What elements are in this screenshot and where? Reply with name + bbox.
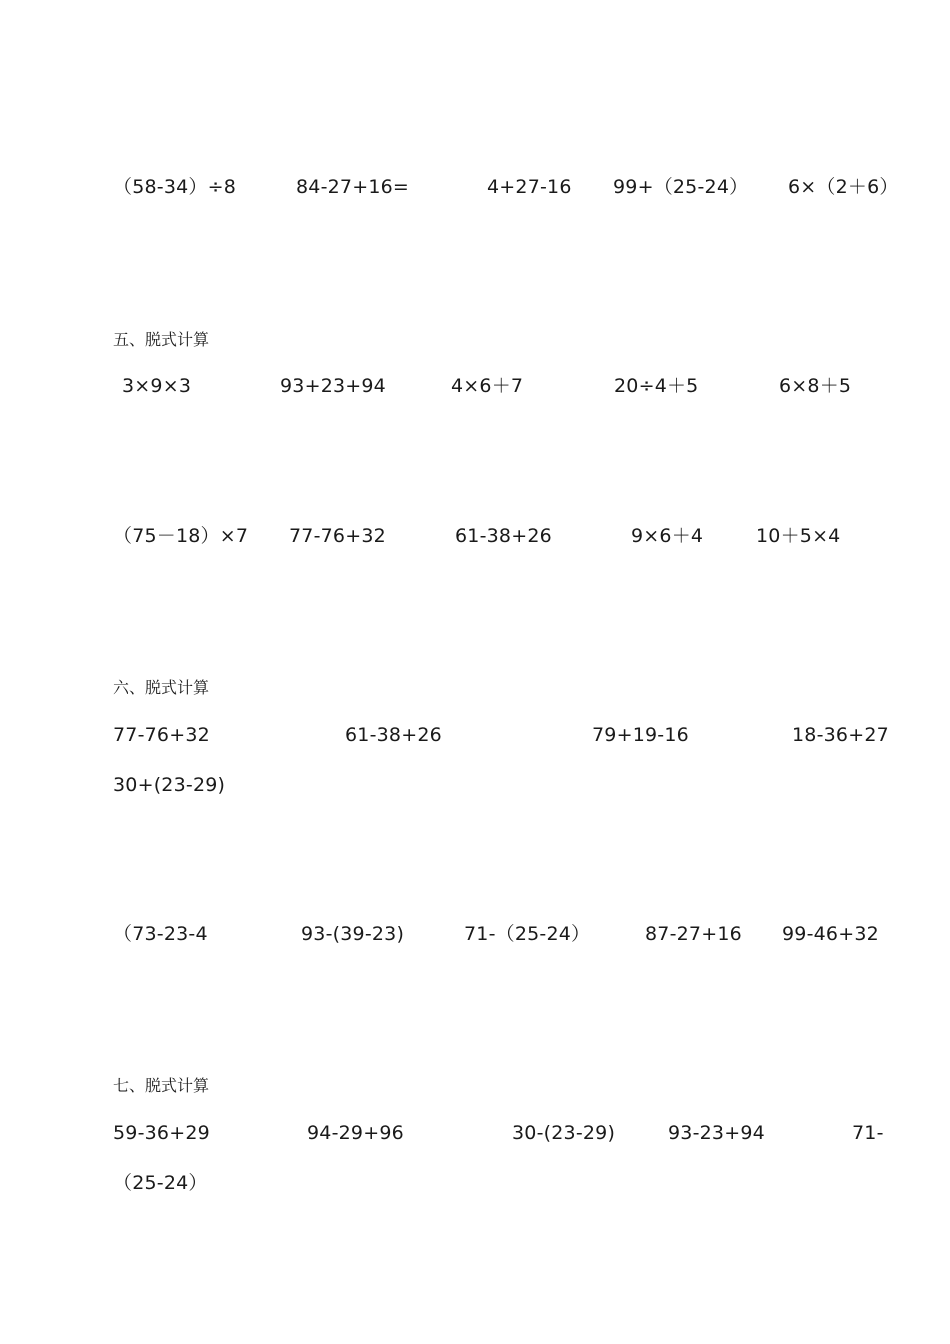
- expression: 71-: [852, 1122, 884, 1144]
- expression: 10＋5×4: [756, 525, 841, 547]
- expression: 77-76+32: [289, 525, 386, 547]
- expression: 6×8＋5: [779, 375, 852, 397]
- expression: （25-24）: [113, 1172, 208, 1194]
- expression: 94-29+96: [307, 1122, 404, 1144]
- expression: （75－18）×7: [113, 525, 249, 547]
- expression: 99+（25-24）: [613, 176, 749, 198]
- expression: 30-(23-29): [512, 1122, 616, 1144]
- section-heading: 七、脱式计算: [113, 1076, 210, 1095]
- expression: （58-34）÷8: [113, 176, 237, 198]
- expression: 87-27+16: [645, 923, 742, 945]
- section-heading: 六、脱式计算: [113, 678, 210, 697]
- expression: 9×6＋4: [631, 525, 704, 547]
- expression: 77-76+32: [113, 724, 210, 746]
- expression: 93-(39-23): [301, 923, 405, 945]
- expression: 61-38+26: [345, 724, 442, 746]
- expression: 18-36+27: [792, 724, 889, 746]
- expression: 79+19-16: [592, 724, 689, 746]
- expression: 93+23+94: [280, 375, 386, 397]
- expression: 20÷4＋5: [614, 375, 699, 397]
- section-heading: 五、脱式计算: [113, 330, 210, 349]
- expression: 84-27+16=: [296, 176, 410, 198]
- expression: 30+(23-29): [113, 774, 226, 796]
- expression: 4+27-16: [487, 176, 572, 198]
- expression: 3×9×3: [122, 375, 192, 397]
- expression: 71-（25-24）: [464, 923, 591, 945]
- expression: 99-46+32: [782, 923, 879, 945]
- expression: 6×（2＋6）: [788, 176, 899, 198]
- expression: （73-23-4: [113, 923, 208, 945]
- expression: 4×6＋7: [451, 375, 524, 397]
- expression: 61-38+26: [455, 525, 552, 547]
- expression: 93-23+94: [668, 1122, 765, 1144]
- expression: 59-36+29: [113, 1122, 210, 1144]
